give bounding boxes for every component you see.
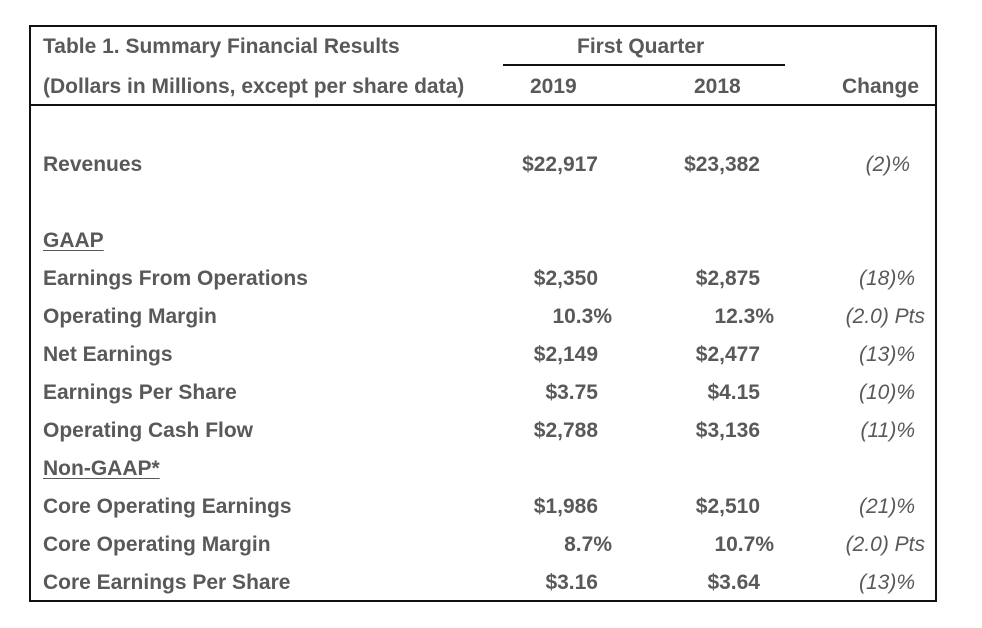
value-2019: $3.16 — [545, 571, 598, 594]
table-subtitle: (Dollars in Millions, except per share data) — [43, 75, 465, 98]
value-2019: $3.75 — [545, 381, 598, 404]
value-change: (11)% — [860, 419, 915, 442]
section-heading-gaap: GAAP — [43, 229, 104, 252]
row-label: Earnings From Operations — [43, 267, 308, 290]
row-label: Net Earnings — [43, 343, 173, 366]
value-2018: $3,136 — [695, 419, 760, 442]
value-change: (18)% — [858, 267, 915, 290]
value-2018: $2,510 — [695, 495, 760, 518]
group-header-first-quarter: First Quarter — [577, 35, 705, 58]
value-2018: $23,382 — [684, 153, 760, 176]
value-2019: $2,149 — [533, 343, 598, 366]
value-2019: 10.3% — [552, 305, 612, 328]
row-label: Core Earnings Per Share — [43, 571, 291, 594]
value-2019: $22,917 — [522, 153, 598, 176]
value-2018: 10.7% — [714, 533, 774, 556]
value-change: (2.0) Pts — [845, 533, 925, 556]
row-label: Operating Cash Flow — [43, 419, 254, 442]
row-label: Revenues — [43, 153, 143, 176]
row-label: Core Operating Earnings — [43, 495, 292, 518]
value-change: (2.0) Pts — [845, 305, 925, 328]
row-label: Earnings Per Share — [43, 381, 237, 404]
row-label: Operating Margin — [43, 305, 217, 328]
column-header-2019: 2019 — [530, 75, 577, 98]
header-divider — [29, 104, 937, 106]
value-2019: 8.7% — [564, 533, 612, 556]
value-2018: 12.3% — [714, 305, 774, 328]
column-header-2018: 2018 — [694, 75, 741, 98]
row-label: Core Operating Margin — [43, 533, 271, 556]
value-change: (13)% — [858, 571, 915, 594]
value-2019: $2,350 — [533, 267, 598, 290]
value-change: (21)% — [858, 495, 915, 518]
value-change: (10)% — [858, 381, 915, 404]
value-2018: $4.15 — [707, 381, 760, 404]
value-2018: $2,477 — [695, 343, 760, 366]
value-change: (2)% — [865, 153, 910, 176]
value-2019: $2,788 — [533, 419, 598, 442]
value-2019: $1,986 — [533, 495, 598, 518]
section-heading-non-gaap: Non-GAAP* — [43, 457, 160, 480]
column-header-change: Change — [842, 75, 920, 98]
value-change: (13)% — [858, 343, 915, 366]
table-title: Table 1. Summary Financial Results — [43, 35, 400, 58]
value-2018: $2,875 — [695, 267, 760, 290]
value-2018: $3.64 — [707, 571, 760, 594]
group-header-underline — [503, 64, 785, 66]
